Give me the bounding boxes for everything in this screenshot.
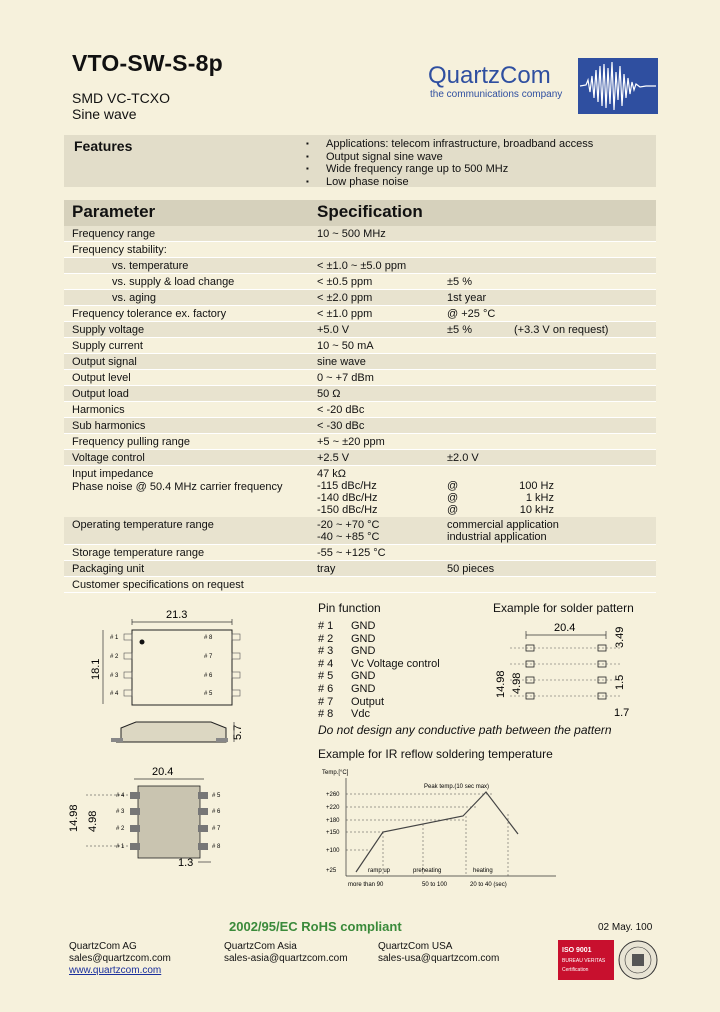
feature-item: ▪ Low phase noise [306,176,593,189]
solder-height-label: 14.98 [495,670,507,698]
rohs-compliance: 2002/95/EC RoHS compliant [229,919,402,934]
spec-value: +5.0 V [317,324,350,336]
param-label: Input impedance [72,468,154,480]
product-type: SMD VC-TCXO [72,90,170,106]
time-label: more than 90 [348,882,384,888]
param-label: Frequency pulling range [72,436,191,448]
time-label: 20 to 40 (sec) [470,882,507,888]
product-signal: Sine wave [72,106,137,122]
list-item [318,708,440,721]
reflow-profile-chart [318,764,558,892]
spec-condition: ±2.0 V [447,452,479,464]
param-label: Phase noise @ 50.4 MHz carrier frequency [72,481,283,493]
pad-label: # 6 [212,809,221,815]
solder-pattern-drawing [492,618,642,723]
spec-value: -115 dBc/Hz [317,480,377,492]
package-drawing [66,600,246,890]
feature-item: ▪ Output signal sine wave [306,151,593,164]
table-row [64,306,656,322]
param-label: Sub harmonics [72,420,146,432]
solder-pitch-label: 4.98 [511,672,523,694]
solder-pattern-title: Example for solder pattern [493,601,634,615]
list-item [318,645,440,658]
offset-frequency: 10 kHz [519,504,554,516]
thickness-label: 5.7 [232,724,244,740]
phase-label: ramp up [368,868,391,874]
param-label: Packaging unit [72,563,145,575]
list-item [318,633,440,646]
spec-value: -20 ~ +70 °C [317,519,380,531]
list-item [318,683,440,696]
solder-top-label: 3.49 [614,626,626,648]
list-item [318,696,440,709]
pin-function: Vc Voltage control [351,657,440,670]
pad-label: # 4 [110,691,119,697]
pad-label: # 1 [116,844,125,850]
spec-value: 0 ~ +7 dBm [317,372,374,384]
pad-label: # 8 [212,844,221,850]
pin-function: Output [351,695,385,708]
package-top-view [90,609,240,705]
spec-value: tray [317,563,336,575]
table-row [64,434,656,450]
spec-value: sine wave [317,356,366,368]
param-label: Output signal [72,356,137,368]
company-email: sales-asia@quartzcom.com [224,952,348,964]
feature-item: ▪ Wide frequency range up to 500 MHz [306,163,593,176]
phase-label: preheating [413,868,442,874]
company-name: QuartzCom Asia [224,941,297,952]
list-item [318,620,440,633]
table-row [64,418,656,434]
spec-value: 50 Ω [317,388,341,400]
top-width-label: 21.3 [166,609,188,621]
table-row [64,386,656,402]
table-row [64,290,656,306]
pin-number: # 7 [318,695,334,708]
spec-value: -140 dBc/Hz [317,492,378,504]
y-tick-label: +180 [326,818,340,824]
feature-item: ▪ Applications: telecom infrastructure, broadband access [306,138,593,151]
pad-label: # 1 [110,635,119,641]
param-label: Harmonics [72,404,125,416]
pad-label: # 2 [110,654,119,660]
pad-label: # 5 [212,793,221,799]
phase-label: heating [473,868,493,874]
package-bottom-view [68,766,221,869]
bottom-width-label: 20.4 [152,766,174,778]
param-label: Frequency tolerance ex. factory [72,308,227,320]
spec-condition: ±5 % [447,324,472,336]
company-name: QuartzCom AG [69,941,137,952]
company-name: QuartzCom USA [378,941,453,952]
spec-condition: @ +25 °C [447,308,496,320]
table-row [64,545,656,561]
y-tick-label: +150 [326,830,340,836]
param-label: vs. aging [112,292,157,304]
param-label: Storage temperature range [72,547,205,559]
bottom-height-label: 14.98 [68,804,80,832]
solder-gap-label: 1.7 [614,707,630,719]
contact-ag [69,941,171,964]
contact-asia [224,941,348,964]
param-label: Operating temperature range [72,519,214,531]
pin-number: # 8 [318,708,334,721]
pin-number: # 5 [318,670,334,683]
spec-value: 47 kΩ [317,468,347,480]
param-label: Frequency stability: [72,244,167,256]
website-link[interactable]: www.quartzcom.com [69,965,162,976]
pin-number: # 6 [318,682,334,695]
product-title: VTO-SW-S-8p [72,50,223,76]
specification-column-header: Specification [317,202,423,221]
table-row [64,450,656,466]
solder-width-label: 20.4 [554,622,576,634]
param-label: Supply voltage [72,324,145,336]
pad-label: # 7 [204,654,213,660]
spec-value: < ±1.0 ~ ±5.0 ppm [317,260,407,272]
list-item [318,670,440,683]
pin-number: # 4 [318,657,334,670]
spec-value: < -30 dBc [317,420,365,432]
features-list [306,138,593,188]
param-label: vs. temperature [112,260,189,272]
logo-tagline: the communications company [430,89,563,100]
spec-value: -150 dBc/Hz [317,504,378,516]
pin-number: # 2 [318,632,334,645]
spec-value: 10 ~ 500 MHz [317,228,386,240]
table-row [64,226,656,242]
pin-function-title: Pin function [318,601,381,615]
top-height-label: 18.1 [90,658,102,680]
table-row [64,322,656,338]
spec-value: < ±1.0 ppm [317,308,373,320]
param-label: Voltage control [72,452,145,464]
iso-label: ISO 9001 [562,947,592,954]
spec-value: -40 ~ +85 °C [317,531,380,543]
list-item [318,658,440,671]
pad-label: # 5 [204,691,213,697]
time-label: 50 to 100 [422,882,448,888]
pad-label: # 6 [204,673,213,679]
y-tick-label: +220 [326,805,340,811]
spec-condition: 50 pieces [447,563,495,575]
pin-function: GND [351,682,376,695]
param-label: Frequency range [72,228,156,240]
at-symbol: @ [447,492,459,504]
spec-value: +5 ~ ±20 ppm [317,436,385,448]
pad-label: # 4 [116,793,125,799]
cert-sub-label: Certification [562,967,589,973]
iso-certification-badge [558,940,660,980]
spec-value: < ±0.5 ppm [317,276,373,288]
bottom-pad-label: 1.3 [178,857,194,869]
contact-usa [378,941,499,964]
spec-condition: industrial application [447,531,547,543]
table-row [64,274,656,290]
spec-value: -55 ~ +125 °C [317,547,386,559]
table-row [64,242,656,258]
pin-function: GND [351,645,376,658]
quartzcom-logo [428,62,658,112]
spec-value: < ±2.0 ppm [317,292,373,304]
features-heading: Features [74,138,133,154]
reflow-y-label: Temp.[°C] [322,770,349,776]
table-row [64,354,656,370]
pin-number: # 3 [318,645,334,658]
pin-number: # 1 [318,620,334,632]
spec-value: +2.5 V [317,452,350,464]
solder-pad-label: 1.5 [614,674,626,690]
pin-function: GND [351,620,376,632]
reflow-title: Example for IR reflow soldering temperature [318,747,553,761]
param-label: Customer specifications on request [72,579,244,591]
param-label: vs. supply & load change [112,276,235,288]
bottom-pitch-label: 4.98 [87,810,99,832]
spec-value: < -20 dBc [317,404,365,416]
table-row-phase-noise [64,479,656,518]
y-tick-label: +25 [326,868,337,874]
param-label: Output level [72,372,131,384]
pin-function: GND [351,632,376,645]
table-row [64,370,656,386]
at-symbol: @ [447,504,459,516]
table-row [64,466,656,479]
waveform-icon [578,58,658,114]
peak-label: Peak temp.(10 sec max) [424,784,490,790]
at-symbol: @ [447,480,459,492]
table-row [64,338,656,354]
spec-condition: 1st year [447,292,487,304]
parameter-column-header: Parameter [72,202,156,221]
y-tick-label: +100 [326,848,340,854]
table-row [64,561,656,577]
pad-label: # 3 [110,673,119,679]
pad-label: # 7 [212,826,221,832]
pad-label: # 2 [116,826,125,832]
pin-function: GND [351,670,376,683]
table-row [64,402,656,418]
company-email: sales@quartzcom.com [69,952,171,964]
spec-condition: ±5 % [447,276,472,288]
offset-frequency: 1 kHz [525,492,554,504]
pad-label: # 8 [204,635,213,641]
cert-body-label: BUREAU VERITAS [562,958,606,964]
offset-frequency: 100 Hz [519,480,554,492]
param-label: Supply current [72,340,143,352]
spec-condition: commercial application [447,519,559,531]
pad-label: # 3 [116,809,125,815]
table-row [64,258,656,274]
temperature-profile-line [356,792,518,872]
logo-name: QuartzCom [428,62,551,89]
spec-value: 10 ~ 50 mA [317,340,374,352]
table-row-operating-temp [64,517,656,545]
document-date: 02 May. 100 [598,922,653,933]
pin-function: Vdc [351,708,370,721]
pin-list [318,620,440,721]
spec-note: (+3.3 V on request) [514,324,609,336]
table-row [64,577,656,593]
package-side-view [111,722,244,742]
param-label: Output load [72,388,129,400]
design-warning: Do not design any conductive path between the pattern [318,723,612,737]
y-tick-label: +260 [326,792,340,798]
company-email: sales-usa@quartzcom.com [378,952,500,964]
